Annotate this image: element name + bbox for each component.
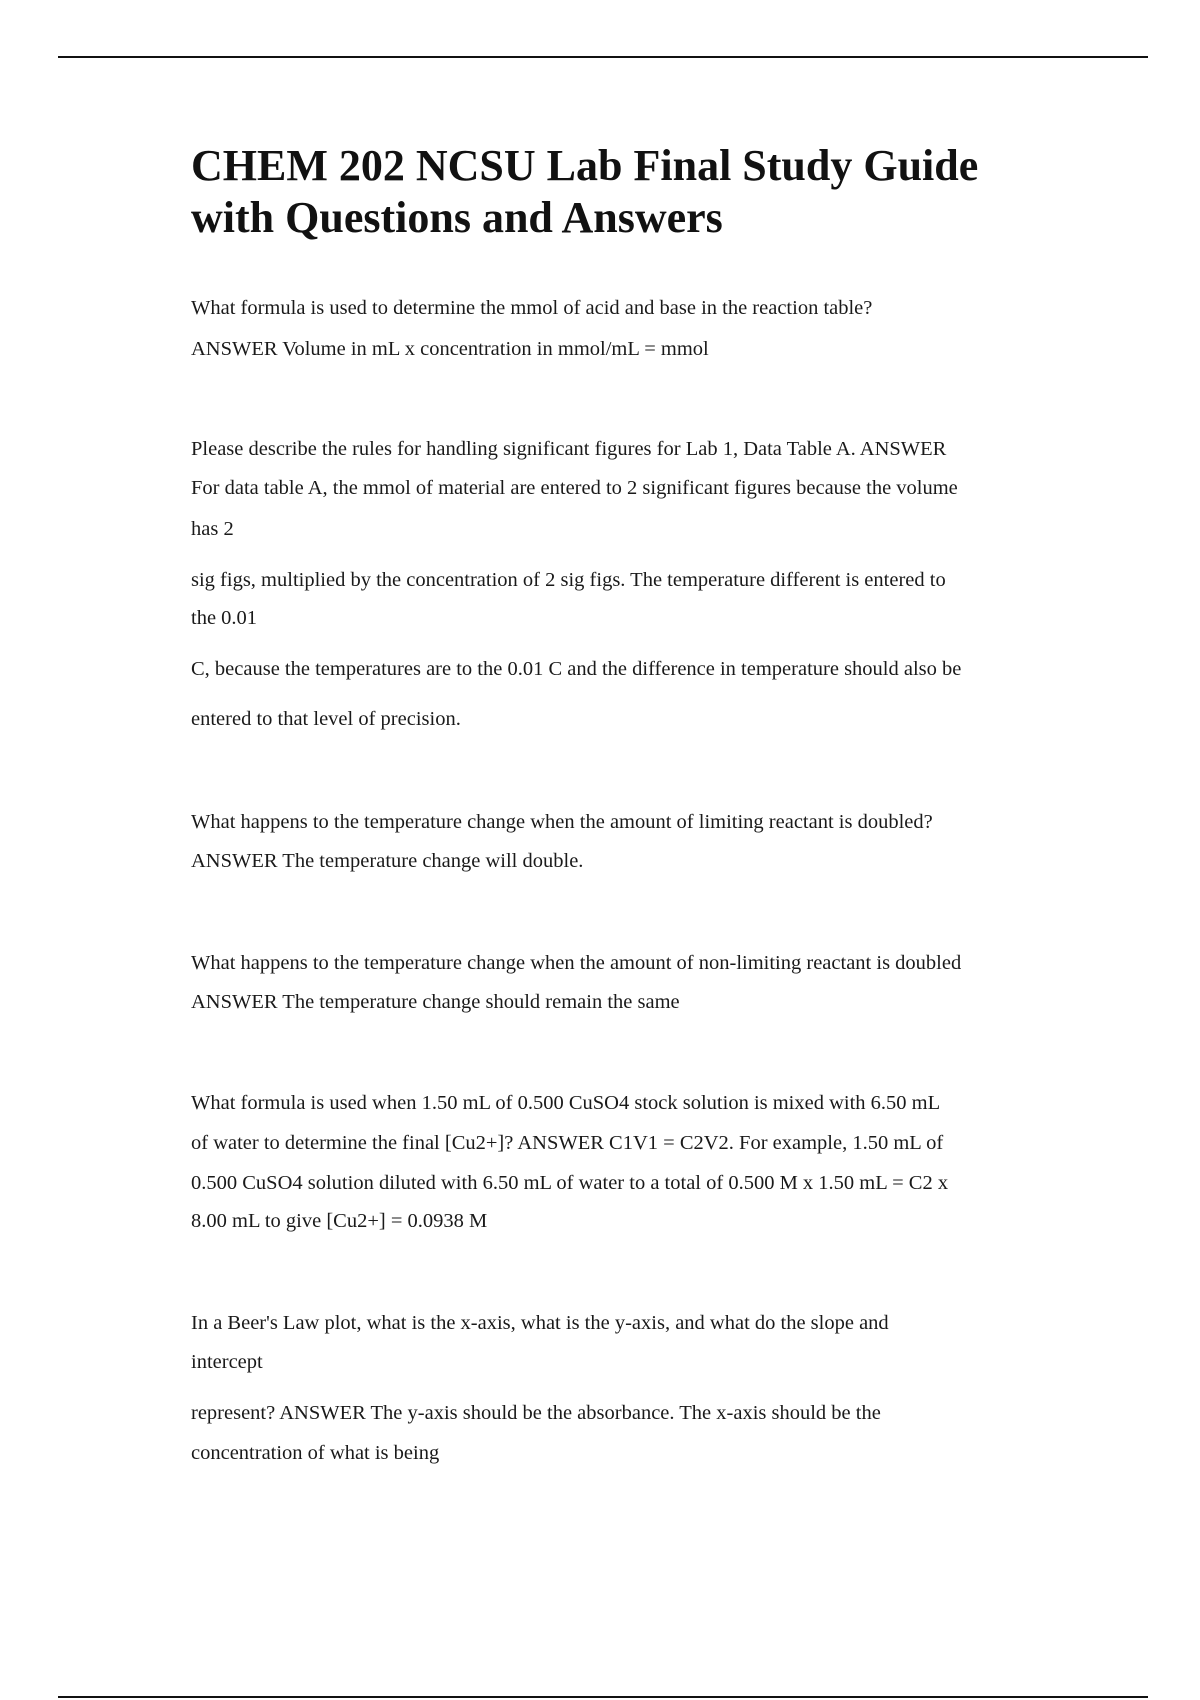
qa-6-line-2: intercept <box>191 1351 263 1373</box>
qa-3-line-1: What happens to the temperature change when the amount of limiting reactant is doubled? <box>191 811 933 833</box>
qa-2-line-4: sig figs, multiplied by the concentration of 2 sig figs. The temperature different is entered to <box>191 569 946 591</box>
qa-2-line-3: has 2 <box>191 518 234 540</box>
qa-6-line-3: represent? ANSWER The y-axis should be the absorbance. The x-axis should be the <box>191 1402 881 1424</box>
qa-5-line-3: 0.500 CuSO4 solution diluted with 6.50 mL of water to a total of 0.500 M x 1.50 mL = C2 x <box>191 1172 949 1194</box>
qa-1-line-2: ANSWER Volume in mL x concentration in mmol/mL = mmol <box>191 338 709 360</box>
qa-3-line-2: ANSWER The temperature change will double. <box>191 850 584 872</box>
qa-2-line-2: For data table A, the mmol of material are entered to 2 significant figures because the volume <box>191 477 958 499</box>
qa-4-line-1: What happens to the temperature change when the amount of non-limiting reactant is doubled <box>191 952 962 974</box>
qa-6-line-4: concentration of what is being <box>191 1442 440 1464</box>
qa-4-line-2: ANSWER The temperature change should remain the same <box>191 991 680 1013</box>
qa-6-line-1: In a Beer's Law plot, what is the x-axis, what is the y-axis, and what do the slope and <box>191 1312 889 1334</box>
document-title-line-2: with Questions and Answers <box>191 193 723 242</box>
qa-2-line-1: Please describe the rules for handling significant figures for Lab 1, Data Table A. ANSWER <box>191 438 947 460</box>
qa-2-line-7: entered to that level of precision. <box>191 708 461 730</box>
qa-2-line-6: C, because the temperatures are to the 0.01 C and the difference in temperature should also be <box>191 658 962 680</box>
qa-5-line-2: of water to determine the final [Cu2+]? ANSWER C1V1 = C2V2. For example, 1.50 mL of <box>191 1132 944 1154</box>
qa-5-line-4: 8.00 mL to give [Cu2+] = 0.0938 M <box>191 1210 488 1232</box>
qa-1-line-1: What formula is used to determine the mmol of acid and base in the reaction table? <box>191 297 873 319</box>
qa-2-line-5: the 0.01 <box>191 607 258 629</box>
document-title-line-1: CHEM 202 NCSU Lab Final Study Guide <box>191 141 979 190</box>
qa-5-line-1: What formula is used when 1.50 mL of 0.500 CuSO4 stock solution is mixed with 6.50 mL <box>191 1092 941 1114</box>
top-rule <box>58 56 1148 58</box>
bottom-rule <box>58 1696 1148 1698</box>
